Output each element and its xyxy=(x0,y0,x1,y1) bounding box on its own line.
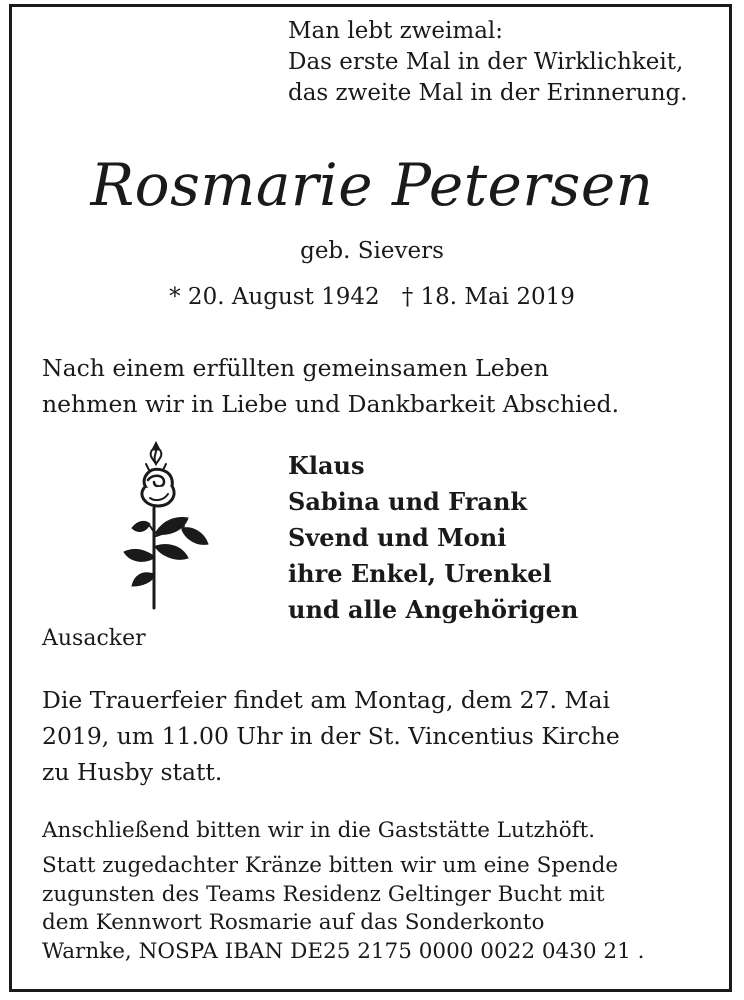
service-line: 2019, um 11.00 Uhr in der St. Vincentius Kirche xyxy=(42,722,620,750)
birth-date: * 20. August 1942 xyxy=(169,284,380,310)
family-member: Svend und Moni xyxy=(288,523,507,552)
family-member: Sabina und Frank xyxy=(288,487,528,516)
farewell-text xyxy=(42,350,702,422)
quote-line: Das erste Mal in der Wirklichkeit, xyxy=(288,49,684,75)
donation-line: dem Kennwort Rosmarie auf das Sonderkonto xyxy=(42,910,545,935)
family-member: und alle Angehörigen xyxy=(288,595,579,624)
service-line: Die Trauerfeier findet am Montag, dem 27. Mai xyxy=(42,686,611,714)
farewell-line: Nach einem erfüllten gemeinsamen Leben xyxy=(42,354,549,382)
donation-line: Warnke, NOSPA IBAN DE25 2175 0000 0022 0430 21 . xyxy=(42,938,645,964)
family-member: ihre Enkel, Urenkel xyxy=(288,559,552,588)
family-member: Klaus xyxy=(288,451,365,480)
deceased-name: Rosmarie Petersen xyxy=(90,151,654,219)
service-line: zu Husby statt. xyxy=(42,758,223,786)
service-text xyxy=(42,682,702,790)
place-name: Ausacker xyxy=(42,626,146,651)
life-dates xyxy=(0,282,744,312)
quote-line: Man lebt zweimal: xyxy=(288,18,504,44)
rose-icon xyxy=(112,436,216,612)
death-date: † 18. Mai 2019 xyxy=(401,284,575,310)
birth-name: geb. Sievers xyxy=(300,238,444,264)
donation-line: zugunsten des Teams Residenz Geltinger Bucht mit xyxy=(42,881,605,907)
memorial-quote xyxy=(288,16,688,109)
farewell-line: nehmen wir in Liebe und Dankbarkeit Abschied. xyxy=(42,390,620,418)
donation-text xyxy=(42,852,702,966)
reception-text: Anschließend bitten wir in die Gaststätte Lutzhöft. xyxy=(42,818,596,843)
family-list xyxy=(288,448,578,628)
quote-line: das zweite Mal in der Erinnerung. xyxy=(288,80,688,106)
donation-line: Statt zugedachter Kränze bitten wir um eine Spende xyxy=(42,853,619,878)
